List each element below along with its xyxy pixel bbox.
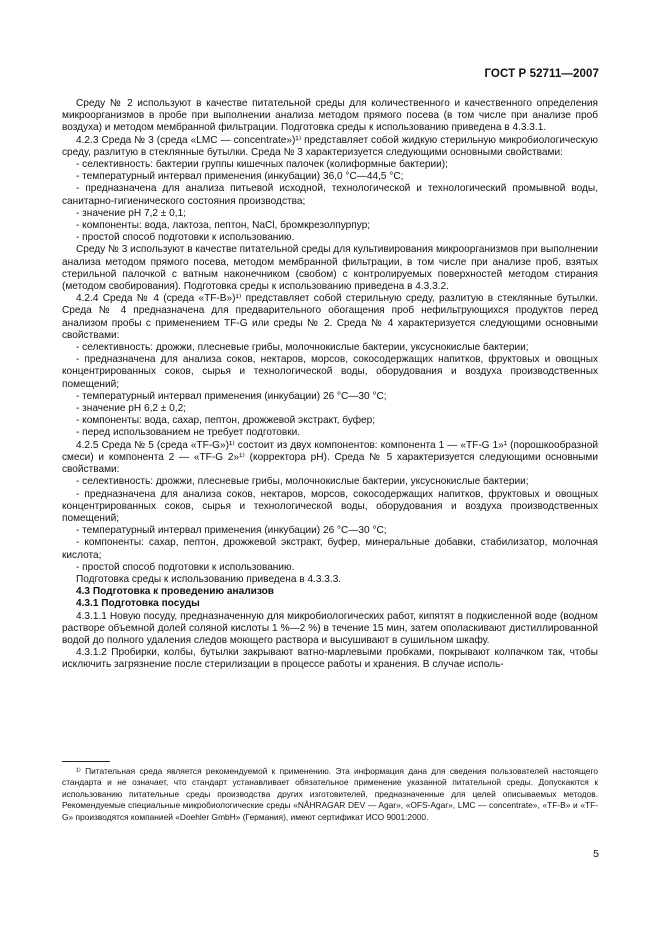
list-item: - компоненты: вода, лактоза, пептон, NaCl, бромкрезолпурпур; — [76, 220, 371, 232]
document-body — [62, 98, 598, 672]
list-item: - значение рН 6,2 ± 0,2; — [76, 403, 186, 415]
list-item: - селективность: дрожжи, плесневые грибы, молочнокислые бактерии, уксуснокислые бактерии; — [76, 342, 529, 354]
paragraph: Подготовка среды к использованию приведена в 4.3.3.3. — [76, 573, 342, 585]
paragraph: 4.2.5 Среда № 5 (среда «TF-G»)¹⁾ состоит из двух компонентов: компонента 1 — «TF-G 1»¹ (порошкообразной смеси) и компонента 2 — «TF-G 2»¹⁾ (корректора рН). Среда № 5 характеризуется следующими основными свойствами: — [62, 439, 598, 476]
list-item: - простой способ подготовки к использованию. — [76, 561, 295, 573]
subsection-heading: 4.3.1 Подготовка посуды — [76, 598, 200, 610]
paragraph: 4.3.1.1 Новую посуду, предназначенную для микробиологических работ, кипятят в подкисленной воде (водном растворе объемной долей соляной кислоты 1 %—2 %) в течение 15 мин, затем ополаскивают дистиллированной водой до полного удаления следов моющего раствора и высушивают в сушильном шкафу. — [62, 610, 598, 646]
list-item: - температурный интервал применения (инкубации) 36,0 °С—44,5 °С; — [76, 171, 404, 183]
list-item: - простой способ подготовки к использованию. — [76, 232, 295, 244]
list-item: - температурный интервал применения (инкубации) 26 °С—30 °С; — [76, 390, 387, 402]
list-item: - селективность: бактерии группы кишечных палочек (колиформные бактерии); — [76, 159, 448, 171]
list-item: - компоненты: вода, сахар, пептон, дрожжевой экстракт, буфер; — [76, 415, 376, 427]
list-item: - компоненты: сахар, пептон, дрожжевой экстракт, буфер, минеральные добавки, стабилизатор, молочная кислота; — [62, 537, 598, 561]
list-item: - значение рН 7,2 ± 0,1; — [76, 207, 186, 219]
paragraph: Среду № 2 используют в качестве питательной среды для количественного и качественного определения микроорганизмов в пробе при выполнении анализа методом прямого посева (в том числе при анализе проб воздуха) и методом мембранной фильтрации. Подготовка среды к использованию приведена в 4.3.3.1. — [62, 98, 598, 134]
paragraph: 4.2.3 Среда № 3 (среда «LMC — concentrate»)¹⁾ представляет собой жидкую стерильную микробиологическую среду, разлитую в стеклянные бутылки. Среда № 3 характеризуется следующими основными свойствами: — [62, 134, 598, 158]
footnote — [62, 766, 598, 823]
section-heading: 4.3 Подготовка к проведению анализов — [76, 586, 274, 598]
standard-header: ГОСТ Р 52711—2007 — [484, 68, 599, 80]
page-number: 5 — [593, 848, 599, 860]
list-item: - предназначена для анализа соков, нектаров, морсов, сокосодержащих напитков, фруктовых и овощных концентрированных соков, сырья и технологической воды, оборудования и воздуха производственных помещений; — [62, 488, 598, 524]
list-item: - предназначена для анализа соков, нектаров, морсов, сокосодержащих напитков, фруктовых и овощных концентрированных соков, сырья и технологической воды, оборудования и воздуха производственных помещений; — [62, 354, 598, 390]
footnote-text: ¹⁾ Питательная среда является рекомендуемой к применению. Эта информация дана для сведения пользователей настоящего стандарта и не означает, что стандарт устанавливает обязательное применение указанной питательной среды. Допускаются к использованию питательные среды производства других изготовителей, предназначенные для целей описываемых методов. Рекомендуемые специальные микробиологические среды «NÅHRAGAR DEV — Agar», «OFS-Agar», LMC — concentrate», «TF-B» и «TF-G» производятся компанией «Doehler GmbH» (Германия), имеют сертификат ИСО 9001:2000. — [62, 766, 598, 822]
footnote-divider — [62, 761, 110, 762]
list-item: - селективность: дрожжи, плесневые грибы, молочнокислые бактерии, уксуснокислые бактерии; — [76, 476, 529, 488]
list-item: - температурный интервал применения (инкубации) 26 °С—30 °С; — [76, 525, 387, 537]
paragraph: 4.3.1.2 Пробирки, колбы, бутылки закрывают ватно-марлевыми пробками, покрывают колпачком так, чтобы исключить загрязнение после стерилизации в процессе работы и хранения. В случае исполь- — [62, 647, 598, 671]
list-item: - перед использованием не требует подготовки. — [76, 427, 301, 439]
list-item: - предназначена для анализа питьевой исходной, технологической и технологический промывной воды, санитарно-гигиенического состояния производства; — [62, 183, 598, 207]
paragraph: 4.2.4 Среда № 4 (среда «TF-B»)¹⁾ представляет собой стерильную среду, разлитую в стеклянные бутылки. Среда № 4 предназначена для предварительного обогащения проб нефильтрующихся продуктов перед анализом пробы с применением TF-G или среды № 2. Среда № 4 характеризуется следующими основными свойствами: — [62, 293, 598, 341]
paragraph: Среду № 3 используют в качестве питательной среды для культивирования микроорганизмов при выполнении анализа методом прямого посева, методом мембранной фильтрации, в том числе при анализе проб, взятых стерильной палочкой с ватным наконечником (свобом) с контролируемых поверхностей методом стирания (методом свобирования). Подготовка среды к использованию приведена в 4.3.3.2. — [62, 244, 598, 293]
